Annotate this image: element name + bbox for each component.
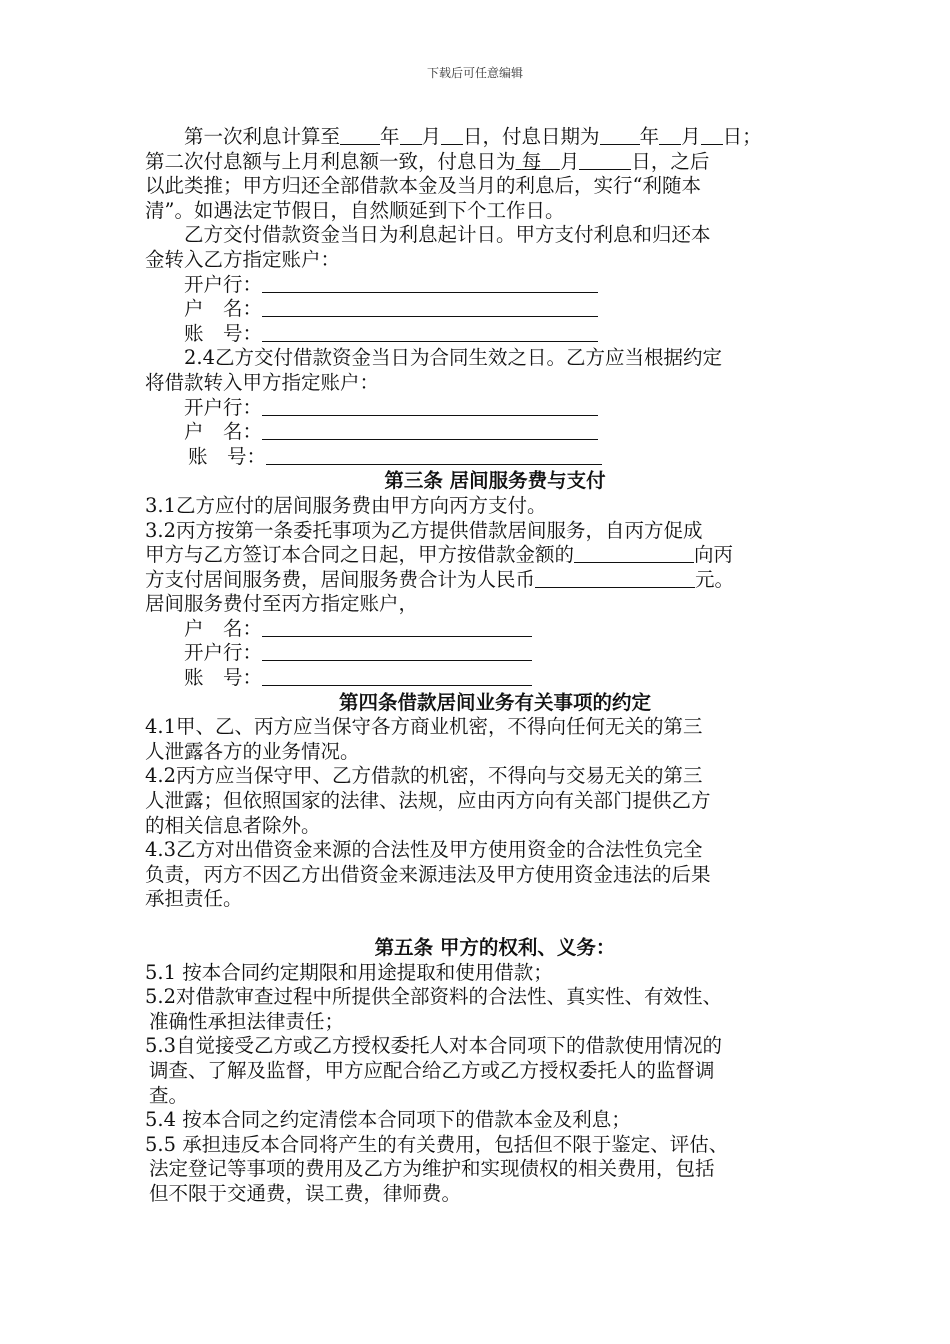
broker-bank-row: 开户行： <box>145 641 825 666</box>
clause-3-2-line-2: 甲方与乙方签订本合同之日起，甲方按借款金额的 向丙 <box>145 543 734 567</box>
clause-4-2-line-3: 的相关信息者除外。 <box>145 813 321 837</box>
clause-4-3-line-2: 负责，丙方不因乙方出借资金来源违法及甲方使用资金违法的后果 <box>145 862 711 886</box>
spacer <box>145 912 825 936</box>
lender-account-row: 账 号： <box>145 322 825 347</box>
blank-field[interactable] <box>535 569 695 588</box>
borrower-name-row: 户 名： <box>145 420 825 445</box>
blank-field[interactable] <box>659 126 681 145</box>
clause-2-4-line-2: 将借款转入甲方指定账户： <box>145 370 380 394</box>
clause-5-2-line-2: 准确性承担法律责任； <box>149 1009 345 1033</box>
blank-field[interactable] <box>262 667 532 686</box>
clause-5-5-line-2: 法定登记等事项的费用及乙方为维护和实现债权的相关费用，包括 <box>149 1157 715 1181</box>
clause-5-3-line-3: 查。 <box>149 1083 189 1107</box>
clause-3-2-line-1: 3.2丙方按第一条委托事项为乙方提供借款居间服务，自丙方促成 <box>145 518 703 542</box>
blank-field[interactable] <box>262 397 598 416</box>
clause-5-5-line-1: 5.5 承担违反本合同将产生的有关费用，包括但不限于鉴定、评估、 <box>145 1132 729 1156</box>
clause-4-1-line-2: 人泄露各方的业务情况。 <box>145 739 360 763</box>
clause-3-2-line-3: 方支付居间服务费，居间服务费合计为人民币 元。 <box>145 567 735 591</box>
blank-field[interactable] <box>400 126 422 145</box>
clause-4-1-line-1: 4.1甲、乙、丙方应当保守各方商业机密，不得向任何无关的第三 <box>145 715 703 739</box>
clause-5-1: 5.1 按本合同约定期限和用途提取和使用借款； <box>145 960 553 984</box>
clause-5-3-line-2: 调查、了解及监督，甲方应配合给乙方或乙方授权委托人的监督调 <box>149 1058 715 1082</box>
borrower-account-row: 账 号： <box>145 445 825 470</box>
section-3-title: 第三条 居间服务费与支付 <box>384 469 606 493</box>
section-5-title: 第五条 甲方的权利、义务： <box>374 936 616 959</box>
clause-3-2-line-4: 居间服务费付至丙方指定账户， <box>145 592 419 616</box>
clause-5-4: 5.4 按本合同之约定清偿本合同项下的借款本金及利息； <box>145 1108 631 1132</box>
blank-field[interactable] <box>262 618 532 637</box>
borrower-bank-row: 开户行： <box>145 396 825 421</box>
blank-field[interactable] <box>579 151 631 170</box>
blank-field[interactable] <box>262 323 598 342</box>
blank-field[interactable] <box>340 126 380 145</box>
blank-field[interactable] <box>266 446 602 465</box>
clause-4-2-line-1: 4.2丙方应当保守甲、乙方借款的机密，不得向与交易无关的第三 <box>145 764 703 788</box>
clause-5-5-line-3: 但不限于交通费，误工费，律师费。 <box>149 1181 462 1205</box>
interest-start-line-2: 金转入乙方指定账户： <box>145 247 341 271</box>
clause-3-1: 3.1乙方应付的居间服务费由甲方向丙方支付。 <box>145 493 547 517</box>
clause-4-3-line-1: 4.3乙方对出借资金来源的合法性及甲方使用资金的合法性负完全 <box>145 838 703 862</box>
blank-field[interactable] <box>441 126 463 145</box>
blank-field[interactable] <box>600 126 640 145</box>
interest-schedule-line-1: 第一次利息计算至 年 月 日，付息日期为 年 月 日； <box>184 125 762 148</box>
clause-5-3-line-1: 5.3自觉接受乙方或乙方授权委托人对本合同项下的借款使用情况的 <box>145 1034 723 1058</box>
clause-2-4-line-1: 2.4乙方交付借款资金当日为合同生效之日。乙方应当根据约定 <box>184 346 723 370</box>
section-4-title: 第四条借款居间业务有关事项的约定 <box>338 690 651 714</box>
interest-schedule-line-3: 以此类推；甲方归还全部借款本金及当月的利息后，实行“利随本 <box>145 174 701 198</box>
broker-account-row: 账 号： <box>145 666 825 691</box>
blank-field[interactable] <box>262 421 598 440</box>
interest-schedule-line-2: 第二次付息额与上月利息额一致，付息日为 每 月 日，之后 <box>145 149 710 173</box>
broker-name-row: 户 名： <box>145 617 825 642</box>
clause-4-3-line-3: 承担责任。 <box>145 887 243 911</box>
clause-5-2-line-1: 5.2对借款审查过程中所提供全部资料的合法性、真实性、有效性、 <box>145 985 723 1009</box>
blank-field[interactable] <box>701 126 723 145</box>
blank-field[interactable] <box>262 274 598 293</box>
page-header: 下载后可任意编辑 <box>426 66 523 80</box>
clause-4-2-line-2: 人泄露；但依照国家的法律、法规，应由丙方向有关部门提供乙方 <box>145 789 711 813</box>
filled-field: 每 <box>521 149 542 173</box>
lender-name-row: 户 名： <box>145 297 825 322</box>
interest-schedule-line-4: 清”。如遇法定节假日，自然顺延到下个工作日。 <box>145 198 565 222</box>
lender-bank-row: 开户行： <box>145 273 825 298</box>
blank-field[interactable] <box>574 544 694 563</box>
blank-field[interactable] <box>262 298 598 317</box>
interest-start-line-1: 乙方交付借款资金当日为利息起计日。甲方支付利息和归还本 <box>184 223 711 247</box>
contract-body <box>145 125 825 1207</box>
blank-field[interactable] <box>262 642 532 661</box>
